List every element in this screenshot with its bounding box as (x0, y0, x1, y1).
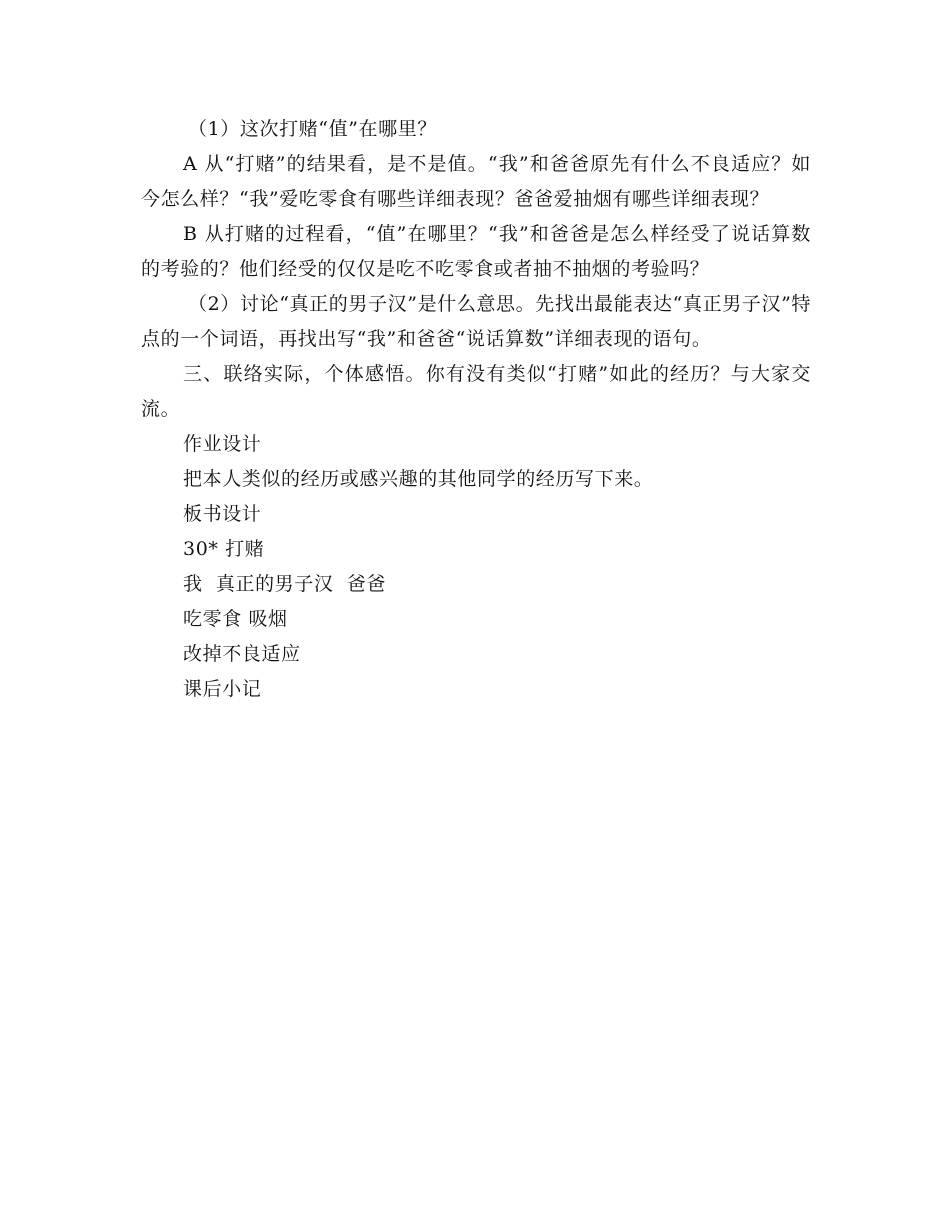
question-1-heading: （1）这次打赌“值”在哪里？ (188, 118, 437, 140)
blackboard-heading: 板书设计 (183, 503, 262, 525)
question-2: （2）讨论“真正的男子汉”是什么意思。先找出最能表达“真正男子汉”特点的一个词语，再找出写“我”和爸爸“说话算数”详细表现的语句。 (141, 293, 811, 350)
blackboard-line-2: 吃零食 吸烟 (183, 608, 288, 630)
blackboard-title: 30* 打赌 (183, 538, 265, 560)
homework-heading: 作业设计 (183, 433, 262, 455)
blackboard-line-3: 改掉不良适应 (183, 643, 301, 665)
notes-heading: 课后小记 (183, 678, 262, 700)
question-1-part-b: B 从打赌的过程看，“值”在哪里？“我”和爸爸是怎么样经受了说话算数的考验的？他们经受的仅仅是吃不吃零食或者抽不抽烟的考验吗？ (141, 223, 811, 280)
blackboard-line-1: 我 真正的男子汉 爸爸 (183, 573, 386, 595)
question-1-part-a: A 从“打赌”的结果看，是不是值。“我”和爸爸原先有什么不良适应？如今怎么样？“我”爱吃零食有哪些详细表现？爸爸爱抽烟有哪些详细表现？ (141, 153, 811, 210)
homework-text: 把本人类似的经历或感兴趣的其他同学的经历写下来。 (183, 468, 654, 490)
section-three: 三、联络实际，个体感悟。你有没有类似“打赌”如此的经历？与大家交流。 (141, 363, 811, 420)
document-body (141, 112, 811, 707)
